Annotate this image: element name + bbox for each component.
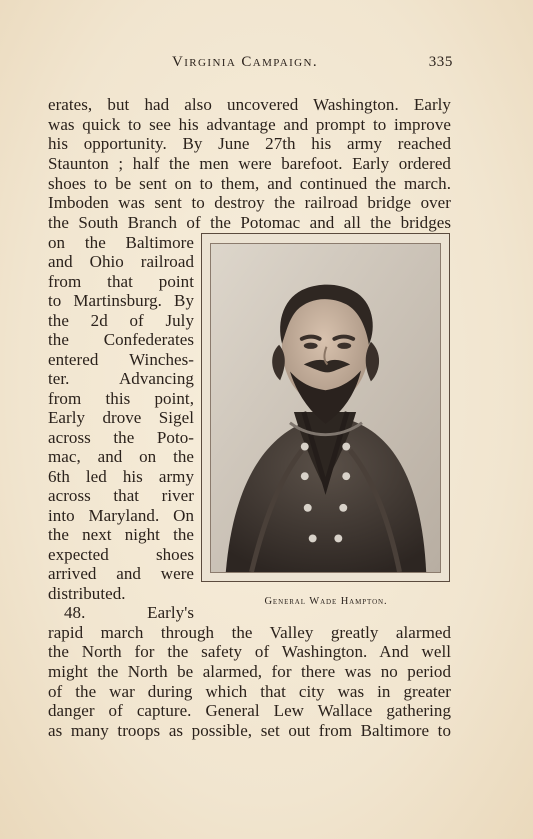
page-number: 335 <box>428 54 453 70</box>
left-column-line-18: arrived and were <box>48 564 194 583</box>
left-column-line-3: from that point <box>48 272 194 291</box>
body-line-4: Staunton ; half the men were barefoot. Early ordered <box>48 154 451 173</box>
left-column-line-8: ter. Advancing <box>48 369 194 388</box>
left-column-line-4: to Martinsburg. By <box>48 291 194 310</box>
body-line-13: as many troops as possible, set out from Baltimore to <box>48 721 451 740</box>
left-column-line-1: on the Baltimore <box>48 233 194 252</box>
body-line-12: danger of capture. General Lew Wallace gathering <box>48 701 451 720</box>
portrait-frame <box>201 233 450 582</box>
left-column-line-17: expected shoes <box>48 545 194 564</box>
body-line-5: shoes to be sent on to them, and continued the march. <box>48 174 451 193</box>
left-column-line-13: 6th led his army <box>48 467 194 486</box>
left-column-line-6: the Confederates <box>48 330 194 349</box>
body-line-7: the South Branch of the Potomac and all the bridges <box>48 213 451 232</box>
body-line-8: rapid march through the Valley greatly alarmed <box>48 623 451 642</box>
portrait-image <box>210 243 441 573</box>
left-column-line-10: Early drove Sigel <box>48 408 194 427</box>
left-column-line-11: across the Poto- <box>48 428 194 447</box>
running-title: Virginia Campaign. <box>172 54 319 70</box>
left-column-line-9: from this point, <box>48 389 194 408</box>
left-column-line-7: entered Winches- <box>48 350 194 369</box>
left-column-line-19: distributed. <box>48 584 126 603</box>
body-line-11: of the war during which that city was in greater <box>48 682 451 701</box>
general-portrait-illustration <box>211 244 440 572</box>
left-column-line-5: the 2d of July <box>48 311 194 330</box>
body-line-3: his opportunity. By June 27th his army reached <box>48 134 451 153</box>
portrait-caption: General Wade Hampton. <box>264 596 388 607</box>
body-line-6: Imboden was sent to destroy the railroad bridge over <box>48 193 451 212</box>
left-column-line-2: and Ohio railroad <box>48 252 194 271</box>
body-line-10: might the North be alarmed, for there was no period <box>48 662 451 681</box>
body-line-2: was quick to see his advantage and prompt to improve <box>48 115 451 134</box>
running-head <box>48 54 453 72</box>
body-line-1: erates, but had also uncovered Washington. Early <box>48 95 451 114</box>
left-column-line-14: across that river <box>48 486 194 505</box>
left-column-line-16: the next night the <box>48 525 194 544</box>
paragraph-48-start: 48. Early's <box>64 603 194 622</box>
body-line-9: the North for the safety of Washington. And well <box>48 642 451 661</box>
left-column-line-15: into Maryland. On <box>48 506 194 525</box>
left-column-line-12: mac, and on the <box>48 447 194 466</box>
